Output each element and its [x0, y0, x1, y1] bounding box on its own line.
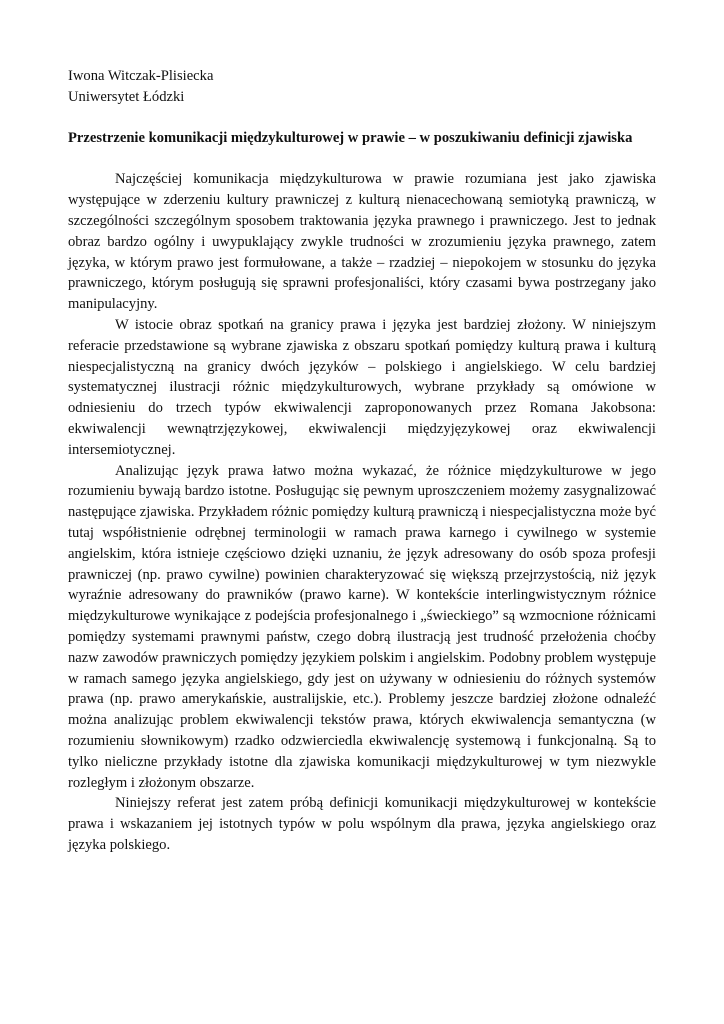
author-affiliation: Uniwersytet Łódzki [68, 88, 185, 105]
body-paragraph-2: W istocie obraz spotkań na granicy prawa i języka jest bardziej złożony. W niniejszym referacie przedstawione są wybrane zjawiska z obszaru spotkań pomiędzy kulturą prawa i kulturą niespecjalistyczną na granicy dwóch języków – polskiego i angielskiego. W celu bardziej systematycznej ilustracji różnic międzykulturowych, wybrane przykłady są omówione w odniesieniu do trzech typów ekwiwalencji zaproponowanych przez Romana Jakobsona: ekwiwalencji wewnątrzjęzykowej, ekwiwalencji międzyjęzykowej oraz ekwiwalencji intersemiotycznej. [68, 316, 656, 458]
body-paragraph-1: Najczęściej komunikacja międzykulturowa w prawie rozumiana jest jako zjawiska występujące w zderzeniu kultury prawniczej z kulturą nienacechowaną semiotyką prawniczą, w szczególności szczególnym sposobem traktowania języka prawnego i prawniczego. Jest to jednak obraz bardzo ogólny i uwypuklający zwykle trudności w zrozumieniu języka prawnego, zatem języka, w którym prawo jest formułowane, a także – rzadziej – niepokojem w stosunku do języka prawniczego, którym posługują się sprawni profesjonaliści, który czasami bywa postrzegany jako manipulacyjny. [68, 171, 656, 313]
document-title: Przestrzenie komunikacji międzykulturowej w prawie – w poszukiwaniu definicji zjawiska [68, 129, 633, 146]
body-paragraph-4: Niniejszy referat jest zatem próbą definicji komunikacji międzykulturowej w kontekście prawa i wskazaniem jej istotnych typów w polu wspólnym dla prawa, języka angielskiego oraz języka polskiego. [68, 795, 656, 853]
author-name: Iwona Witczak-Plisiecka [68, 68, 214, 84]
body-paragraph-3: Analizując język prawa łatwo można wykazać, że różnice międzykulturowe w jego rozumieniu bywają bardzo istotne. Posługując się pewnym uproszczeniem możemy zasygnalizować następujące zjawiska. Przykładem różnic pomiędzy kulturą prawniczą i niespecjalistyczna może być tutaj współistnienie odrębnej terminologii w ramach prawa karnego i cywilnego w systemie angielskim, która istnieje częściowo dzięki uznaniu, że język adresowany do osób spoza profesji prawniczej (np. prawo cywilne) powinien charakteryzować się większą przejrzystością, niż język wyraźnie adresowany do prawników (prawo karne). W kontekście interlingwistycznym różnice międzykulturowe wynikające z podejścia profesjonalnego i „świeckiego” są wzmocnione różnicami pomiędzy systemami prawnymi państw, czego dobrą ilustracją jest trudność przełożenia choćby nazw zawodów prawniczych pomiędzy językiem polskim i angielskim. Podobny problem występuje w ramach samego języka angielskiego, gdy jest on używany w odniesieniu do różnych systemów prawa (np. prawo amerykańskie, australijskie, etc.). Problemy jeszcze bardziej złożone odnaleźć można analizując problem ekwiwalencji tekstów prawa, których ekwiwalencja semantyczna (w rozumieniu słownikowym) rzadko odzwierciedla ekwiwalencję systemową i funkcjonalną. Są to tylko nieliczne przykłady istotne dla zjawiska komunikacji międzykulturowej w tym niezwykle rozległym i złożonym obszarze. [68, 462, 656, 791]
document-page [68, 66, 656, 856]
